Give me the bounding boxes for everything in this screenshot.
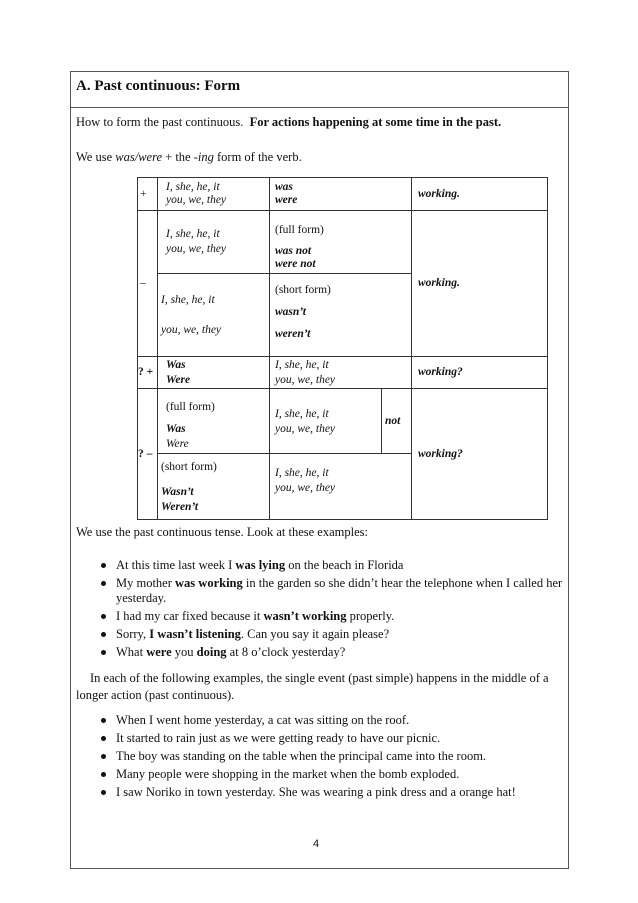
verb-cell: working. — [412, 178, 548, 211]
list-item: When I went home yesterday, a cat was sitting on the roof. — [94, 713, 566, 728]
subject-cell: I, she, he, it you, we, they — [270, 389, 382, 454]
table-row-question-negative-full — [138, 389, 548, 454]
sign-positive: + — [138, 178, 158, 211]
list-item: Many people were shopping in the market when the bomb exploded. — [94, 767, 566, 782]
form-table — [137, 177, 548, 520]
intro-line — [76, 115, 501, 129]
sign-question-negative: ? – — [138, 389, 158, 520]
table-row-positive — [138, 178, 548, 211]
aux-cell: (short form) wasn’t weren’t — [270, 274, 412, 357]
intro-plain: How to form the past continuous. — [76, 115, 244, 129]
page-number: 4 — [313, 838, 320, 850]
intro-bold: For actions happening at some time in the past. — [249, 115, 502, 129]
examples-list — [94, 558, 566, 663]
subject-cell: I, she, he, it you, we, they — [158, 274, 270, 357]
list-item: My mother was working in the garden so she didn’t hear the telephone when I called her yesterday. — [94, 576, 566, 606]
middle-paragraph: In each of the following examples, the single event (past simple) happens in the middle of a longer action (past continuous). — [76, 671, 549, 702]
bullet-icon — [101, 772, 106, 777]
bullet-icon — [101, 650, 106, 655]
list-item: Sorry, I wasn’t listening. Can you say it again please? — [94, 627, 566, 642]
aux-cell: (full form) Was Were — [158, 389, 270, 454]
section-title: A. Past continuous: Form — [76, 78, 241, 94]
table-row-negative-full — [138, 211, 548, 274]
list-item: It started to rain just as we were getting ready to have our picnic. — [94, 731, 566, 746]
verb-cell: working? — [412, 357, 548, 389]
rule-pre: We use — [76, 150, 116, 164]
aux-cell: Was Were — [158, 357, 270, 389]
list-item: I had my car fixed because it wasn’t working properly. — [94, 609, 566, 624]
bullet-icon — [101, 614, 106, 619]
subject-cell: I, she, he, it you, we, they — [158, 211, 270, 274]
aux-cell: (short form) Wasn’t Weren’t — [158, 454, 270, 520]
rule-form: was/were — [115, 150, 163, 164]
list-item: What were you doing at 8 o’clock yesterday? — [94, 645, 566, 660]
bullet-icon — [101, 718, 106, 723]
bullet-icon — [101, 563, 106, 568]
verb-cell: working. — [412, 211, 548, 357]
bullet-icon — [101, 754, 106, 759]
aux-cell: (full form) was not were not — [270, 211, 412, 274]
sign-negative: – — [138, 211, 158, 357]
subject-cell: I, she, he, it you, we, they — [158, 178, 270, 211]
rule-ing: -ing — [193, 150, 214, 164]
list-item: At this time last week I was lying on the beach in Florida — [94, 558, 566, 573]
bullet-icon — [101, 790, 106, 795]
list-item: I saw Noriko in town yesterday. She was wearing a pink dress and a orange hat! — [94, 785, 566, 800]
title-divider — [70, 107, 569, 108]
bullet-icon — [101, 736, 106, 741]
list-item: The boy was standing on the table when the principal came into the room. — [94, 749, 566, 764]
sign-question-positive: ? + — [138, 357, 158, 389]
examples-intro: We use the past continuous tense. Look at these examples: — [76, 525, 368, 539]
bullet-icon — [101, 632, 106, 637]
rule-line — [76, 150, 302, 164]
rule-post: form of the verb. — [213, 150, 302, 164]
subject-cell: I, she, he, it you, we, they — [270, 357, 412, 389]
rule-mid: + the — [162, 150, 194, 164]
table-row-question-positive — [138, 357, 548, 389]
subject-cell: I, she, he, it you, we, they — [270, 454, 412, 520]
bullet-icon — [101, 581, 106, 586]
middle-examples-list — [94, 713, 566, 803]
verb-cell: working? — [412, 389, 548, 520]
not-cell: not — [382, 389, 412, 454]
aux-cell: was were — [270, 178, 412, 211]
